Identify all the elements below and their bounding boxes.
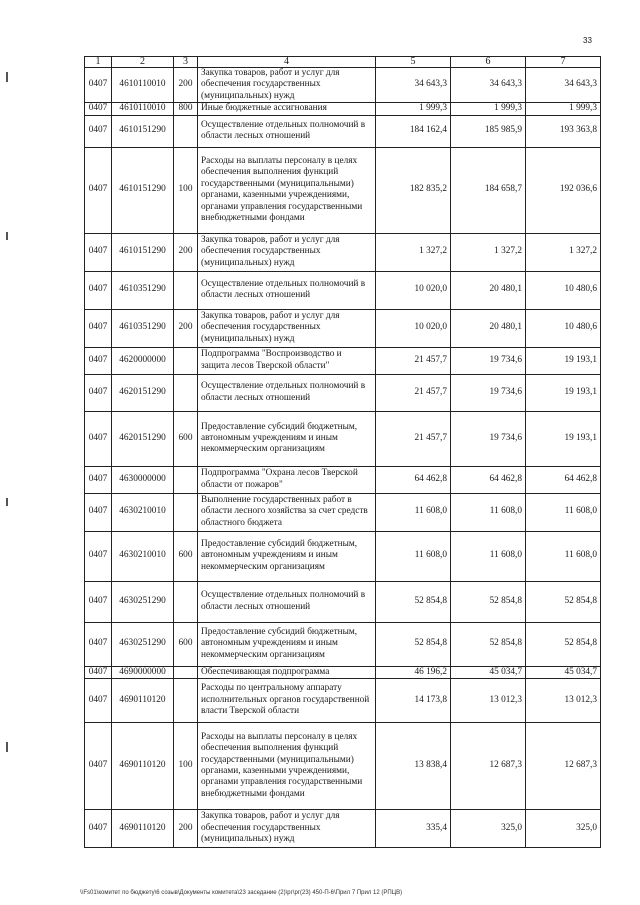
amount-year1-cell: 184 162,4 xyxy=(376,115,451,147)
table-row xyxy=(85,666,601,678)
column-header: 1 xyxy=(85,57,112,68)
amount-year1-cell: 1 999,3 xyxy=(376,103,451,115)
amount-year2-cell: 185 985,9 xyxy=(451,115,526,147)
amount-year2-cell: 19 734,6 xyxy=(451,347,526,374)
description-cell: Закупка товаров, работ и услуг для обеспечения государственных (муниципальных) нужд xyxy=(198,810,376,848)
description-cell: Расходы на выплаты персоналу в целях обеспечения выполнения функций государственными (муниципальными) органами, казенными учреждениями, органами управления государственными внебюджетными фондами xyxy=(198,147,376,233)
table-row xyxy=(85,411,601,466)
target-article-cell: 4690000000 xyxy=(112,666,174,678)
budget-table xyxy=(84,56,601,848)
dept-code-cell: 0407 xyxy=(85,493,112,531)
table-row xyxy=(85,147,601,233)
description-cell: Подпрограмма "Воспроизводство и защита лесов Тверской области" xyxy=(198,347,376,374)
amount-year2-cell: 20 480,1 xyxy=(451,309,526,347)
amount-year3-cell: 193 363,8 xyxy=(526,115,601,147)
expense-type-cell: 200 xyxy=(174,233,198,271)
expense-type-cell: 200 xyxy=(174,810,198,848)
target-article-cell: 4610151290 xyxy=(112,233,174,271)
amount-year2-cell: 325,0 xyxy=(451,810,526,848)
dept-code-cell: 0407 xyxy=(85,810,112,848)
amount-year3-cell: 1 999,3 xyxy=(526,103,601,115)
target-article-cell: 4630251290 xyxy=(112,581,174,622)
amount-year2-cell: 12 687,3 xyxy=(451,723,526,810)
target-article-cell: 4610351290 xyxy=(112,309,174,347)
description-cell: Закупка товаров, работ и услуг для обеспечения государственных (муниципальных) нужд xyxy=(198,309,376,347)
description-cell: Расходы на выплаты персоналу в целях обеспечения выполнения функций государственными (муниципальными) органами, казенными учреждениями, органами управления государственными внебюджетными фондами xyxy=(198,723,376,810)
description-cell: Расходы по центральному аппарату исполнительных органов государственной власти Тверской области xyxy=(198,679,376,723)
amount-year1-cell: 10 020,0 xyxy=(376,309,451,347)
amount-year3-cell: 10 480,6 xyxy=(526,309,601,347)
amount-year1-cell: 1 327,2 xyxy=(376,233,451,271)
dept-code-cell: 0407 xyxy=(85,68,112,103)
dept-code-cell: 0407 xyxy=(85,103,112,115)
description-cell: Предоставление субсидий бюджетным, автономным учреждениям и иным некоммерческим организациям xyxy=(198,531,376,581)
dept-code-cell: 0407 xyxy=(85,622,112,666)
table-row xyxy=(85,493,601,531)
dept-code-cell: 0407 xyxy=(85,115,112,147)
amount-year2-cell: 52 854,8 xyxy=(451,622,526,666)
amount-year1-cell: 52 854,8 xyxy=(376,581,451,622)
column-header: 6 xyxy=(451,57,526,68)
expense-type-cell: 600 xyxy=(174,411,198,466)
amount-year1-cell: 21 457,7 xyxy=(376,411,451,466)
table-row xyxy=(85,679,601,723)
amount-year2-cell: 45 034,7 xyxy=(451,666,526,678)
amount-year3-cell: 19 193,1 xyxy=(526,347,601,374)
expense-type-cell xyxy=(174,493,198,531)
target-article-cell: 4630210010 xyxy=(112,493,174,531)
table-row xyxy=(85,309,601,347)
amount-year1-cell: 52 854,8 xyxy=(376,622,451,666)
table-row xyxy=(85,581,601,622)
target-article-cell: 4630210010 xyxy=(112,531,174,581)
target-article-cell: 4690110120 xyxy=(112,679,174,723)
amount-year3-cell: 11 608,0 xyxy=(526,493,601,531)
expense-type-cell: 100 xyxy=(174,723,198,810)
dept-code-cell: 0407 xyxy=(85,466,112,493)
expense-type-cell xyxy=(174,466,198,493)
expense-type-cell: 100 xyxy=(174,147,198,233)
amount-year1-cell: 13 838,4 xyxy=(376,723,451,810)
file-path-footer: \\Fs01\комитет по бюджету\6 созыв\Документы комитета\23 заседание (2)\рг\рг(23) 450-П-6\Прил 7 Прил 12 (РПЦВ) xyxy=(80,890,403,896)
column-header: 7 xyxy=(526,57,601,68)
amount-year2-cell: 1 327,2 xyxy=(451,233,526,271)
table-row xyxy=(85,103,601,115)
description-cell: Подпрограмма "Охрана лесов Тверской области от пожаров" xyxy=(198,466,376,493)
target-article-cell: 4620151290 xyxy=(112,411,174,466)
amount-year3-cell: 19 193,1 xyxy=(526,411,601,466)
expense-type-cell xyxy=(174,666,198,678)
column-header: 5 xyxy=(376,57,451,68)
target-article-cell: 4610151290 xyxy=(112,147,174,233)
amount-year1-cell: 64 462,8 xyxy=(376,466,451,493)
dept-code-cell: 0407 xyxy=(85,309,112,347)
description-cell: Предоставление субсидий бюджетным, автономным учреждениям и иным некоммерческим организациям xyxy=(198,411,376,466)
amount-year1-cell: 335,4 xyxy=(376,810,451,848)
amount-year1-cell: 14 173,8 xyxy=(376,679,451,723)
binding-mark xyxy=(6,232,8,240)
amount-year3-cell: 13 012,3 xyxy=(526,679,601,723)
column-header: 3 xyxy=(174,57,198,68)
expense-type-cell xyxy=(174,374,198,411)
amount-year3-cell: 11 608,0 xyxy=(526,531,601,581)
binding-mark xyxy=(6,498,8,506)
description-cell: Выполнение государственных работ в области лесного хозяйства за счет средств областного бюджета xyxy=(198,493,376,531)
column-header: 2 xyxy=(112,57,174,68)
dept-code-cell: 0407 xyxy=(85,581,112,622)
amount-year2-cell: 64 462,8 xyxy=(451,466,526,493)
target-article-cell: 4610351290 xyxy=(112,271,174,309)
table-row xyxy=(85,347,601,374)
expense-type-cell xyxy=(174,347,198,374)
table-row xyxy=(85,271,601,309)
table-row xyxy=(85,115,601,147)
amount-year2-cell: 184 658,7 xyxy=(451,147,526,233)
expense-type-cell: 600 xyxy=(174,622,198,666)
amount-year3-cell: 34 643,3 xyxy=(526,68,601,103)
target-article-cell: 4620151290 xyxy=(112,374,174,411)
amount-year1-cell: 34 643,3 xyxy=(376,68,451,103)
dept-code-cell: 0407 xyxy=(85,271,112,309)
dept-code-cell: 0407 xyxy=(85,233,112,271)
amount-year2-cell: 20 480,1 xyxy=(451,271,526,309)
amount-year1-cell: 46 196,2 xyxy=(376,666,451,678)
amount-year3-cell: 192 036,6 xyxy=(526,147,601,233)
amount-year2-cell: 13 012,3 xyxy=(451,679,526,723)
target-article-cell: 4630251290 xyxy=(112,622,174,666)
amount-year1-cell: 21 457,7 xyxy=(376,374,451,411)
description-cell: Предоставление субсидий бюджетным, автономным учреждениям и иным некоммерческим организациям xyxy=(198,622,376,666)
table-row xyxy=(85,68,601,103)
table-row xyxy=(85,622,601,666)
description-cell: Иные бюджетные ассигнования xyxy=(198,103,376,115)
table-row xyxy=(85,723,601,810)
dept-code-cell: 0407 xyxy=(85,666,112,678)
amount-year3-cell: 1 327,2 xyxy=(526,233,601,271)
dept-code-cell: 0407 xyxy=(85,679,112,723)
dept-code-cell: 0407 xyxy=(85,374,112,411)
amount-year2-cell: 1 999,3 xyxy=(451,103,526,115)
target-article-cell: 4630000000 xyxy=(112,466,174,493)
expense-type-cell: 200 xyxy=(174,68,198,103)
target-article-cell: 4610110010 xyxy=(112,103,174,115)
amount-year2-cell: 11 608,0 xyxy=(451,531,526,581)
target-article-cell: 4690110120 xyxy=(112,723,174,810)
amount-year3-cell: 12 687,3 xyxy=(526,723,601,810)
description-cell: Закупка товаров, работ и услуг для обеспечения государственных (муниципальных) нужд xyxy=(198,68,376,103)
amount-year3-cell: 64 462,8 xyxy=(526,466,601,493)
expense-type-cell xyxy=(174,679,198,723)
column-header: 4 xyxy=(198,57,376,68)
amount-year3-cell: 45 034,7 xyxy=(526,666,601,678)
expense-type-cell xyxy=(174,115,198,147)
dept-code-cell: 0407 xyxy=(85,531,112,581)
amount-year2-cell: 19 734,6 xyxy=(451,374,526,411)
amount-year2-cell: 11 608,0 xyxy=(451,493,526,531)
description-cell: Осуществление отдельных полномочий в области лесных отношений xyxy=(198,581,376,622)
amount-year1-cell: 11 608,0 xyxy=(376,493,451,531)
amount-year1-cell: 182 835,2 xyxy=(376,147,451,233)
target-article-cell: 4610151290 xyxy=(112,115,174,147)
binding-mark xyxy=(6,72,8,82)
table-row xyxy=(85,233,601,271)
amount-year1-cell: 11 608,0 xyxy=(376,531,451,581)
table-row xyxy=(85,374,601,411)
description-cell: Осуществление отдельных полномочий в области лесных отношений xyxy=(198,115,376,147)
header-row xyxy=(85,57,601,68)
binding-mark xyxy=(6,742,8,752)
amount-year1-cell: 10 020,0 xyxy=(376,271,451,309)
table-row xyxy=(85,466,601,493)
amount-year2-cell: 34 643,3 xyxy=(451,68,526,103)
target-article-cell: 4690110120 xyxy=(112,810,174,848)
table-row xyxy=(85,810,601,848)
dept-code-cell: 0407 xyxy=(85,411,112,466)
amount-year3-cell: 325,0 xyxy=(526,810,601,848)
dept-code-cell: 0407 xyxy=(85,147,112,233)
page-number: 33 xyxy=(583,36,592,45)
amount-year3-cell: 52 854,8 xyxy=(526,581,601,622)
dept-code-cell: 0407 xyxy=(85,347,112,374)
target-article-cell: 4620000000 xyxy=(112,347,174,374)
description-cell: Обеспечивающая подпрограмма xyxy=(198,666,376,678)
amount-year2-cell: 52 854,8 xyxy=(451,581,526,622)
amount-year1-cell: 21 457,7 xyxy=(376,347,451,374)
amount-year3-cell: 10 480,6 xyxy=(526,271,601,309)
description-cell: Осуществление отдельных полномочий в области лесных отношений xyxy=(198,271,376,309)
expense-type-cell xyxy=(174,581,198,622)
dept-code-cell: 0407 xyxy=(85,723,112,810)
expense-type-cell: 200 xyxy=(174,309,198,347)
description-cell: Закупка товаров, работ и услуг для обеспечения государственных (муниципальных) нужд xyxy=(198,233,376,271)
expense-type-cell xyxy=(174,271,198,309)
description-cell: Осуществление отдельных полномочий в области лесных отношений xyxy=(198,374,376,411)
target-article-cell: 4610110010 xyxy=(112,68,174,103)
amount-year3-cell: 52 854,8 xyxy=(526,622,601,666)
expense-type-cell: 600 xyxy=(174,531,198,581)
table-row xyxy=(85,531,601,581)
expense-type-cell: 800 xyxy=(174,103,198,115)
amount-year3-cell: 19 193,1 xyxy=(526,374,601,411)
amount-year2-cell: 19 734,6 xyxy=(451,411,526,466)
